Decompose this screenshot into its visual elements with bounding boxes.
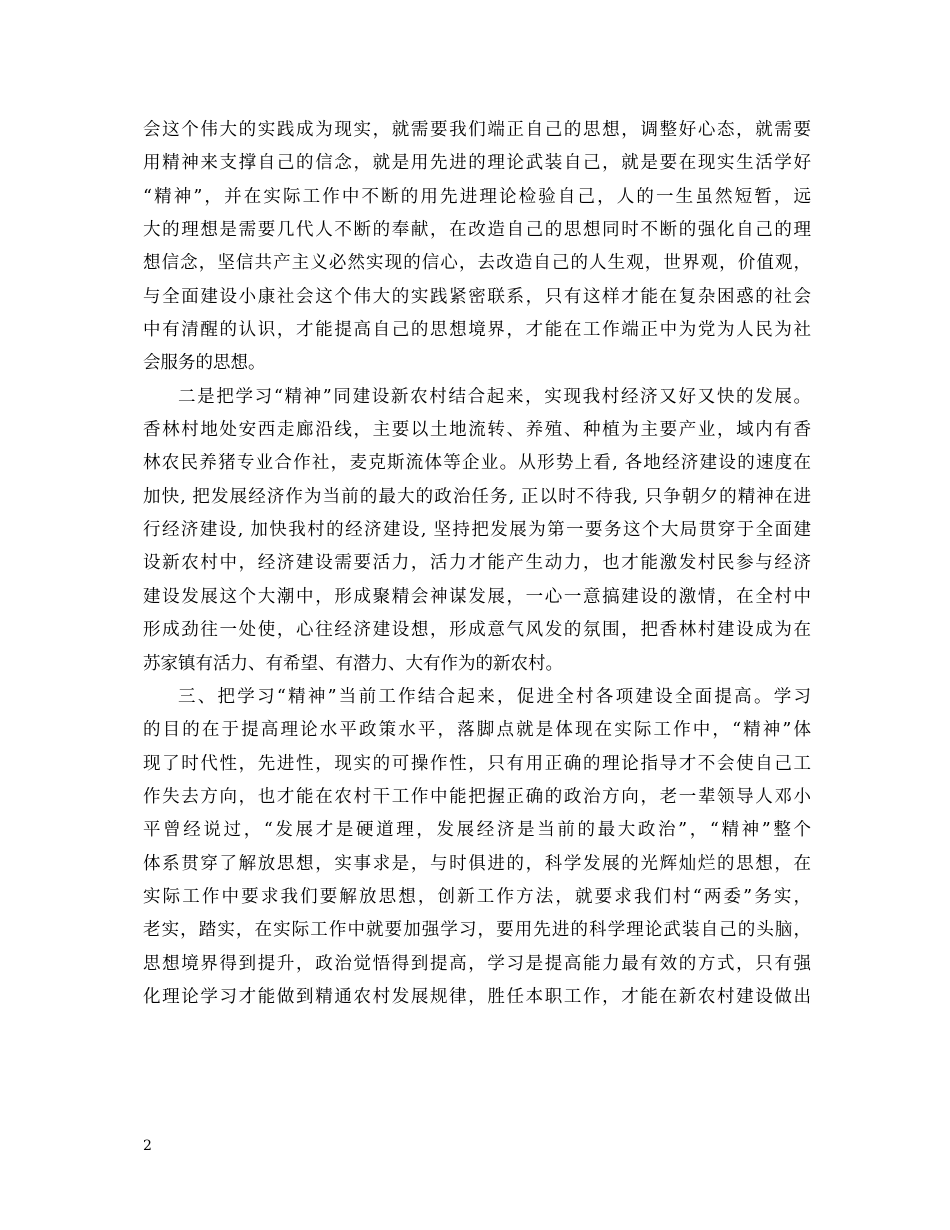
- text-line: 老实，踏实，在实际工作中就要加强学习，要用先进的科学理论武装自己的头脑，: [143, 920, 811, 941]
- text-line: 香林村地处安西走廊沿线，主要以土地流转、养殖、种植为主要产业，域内有香: [143, 420, 811, 441]
- text-line: 设新农村中，经济建设需要活力，活力才能产生动力，也才能激发村民参与经济: [143, 553, 811, 574]
- text-line: 大的理想是需要几代人不断的奉献，在改造自己的思想同时不断的强化自己的理: [143, 220, 811, 241]
- text-line: 用精神来支撑自己的信念，就是用先进的理论武装自己，就是要在现实生活学好: [143, 153, 811, 174]
- text-line: “精神”，并在实际工作中不断的用先进理论检验自己，人的一生虽然短暂，远: [143, 186, 811, 207]
- text-line: 二是把学习“精神”同建设新农村结合起来，实现我村经济又好又快的发展。: [178, 386, 811, 407]
- text-line: 行经济建设, 加快我村的经济建设, 坚持把发展为第一要务这个大局贯穿于全面建: [143, 520, 811, 541]
- page-number: 2: [143, 1138, 152, 1154]
- body-text: [143, 114, 811, 1014]
- text-line: 体系贯穿了解放思想，实事求是，与时俱进的，科学发展的光辉灿烂的思想，在: [143, 853, 811, 874]
- text-line: 与全面建设小康社会这个伟大的实践紧密联系，只有这样才能在复杂困惑的社会: [143, 286, 811, 307]
- text-line: 思想境界得到提升，政治觉悟得到提高，学习是提高能力最有效的方式，只有强: [143, 953, 811, 974]
- text-line: 加快, 把发展经济作为当前的最大的政治任务, 正以时不待我, 只争朝夕的精神在进: [143, 486, 811, 507]
- text-line: 现了时代性，先进性，现实的可操作性，只有用正确的理论指导才不会使自己工: [143, 753, 811, 774]
- text-line: 中有清醒的认识，才能提高自己的思想境界，才能在工作端正中为党为人民为社: [143, 320, 811, 341]
- text-line: 会这个伟大的实践成为现实，就需要我们端正自己的思想，调整好心态，就需要: [143, 120, 811, 140]
- text-line: 苏家镇有活力、有希望、有潜力、大有作为的新农村。: [143, 653, 563, 674]
- text-line: 的目的在于提高理论水平政策水平，落脚点就是体现在实际工作中，“精神”体: [143, 720, 811, 741]
- text-line: 实际工作中要求我们要解放思想，创新工作方法，就要求我们村“两委”务实，: [143, 886, 811, 907]
- text-line: 想信念，坚信共产主义必然实现的信心，去改造自己的人生观，世界观，价值观，: [143, 253, 811, 274]
- text-line: 化理论学习才能做到精通农村发展规律，胜任本职工作，才能在新农村建设做出: [143, 986, 811, 1007]
- text-line: 作失去方向，也才能在农村干工作中能把握正确的政治方向，老一辈领导人邓小: [143, 786, 811, 807]
- text-line: 建设发展这个大潮中，形成聚精会神谋发展，一心一意搞建设的激情，在全村中: [143, 586, 811, 607]
- text-line: 平曾经说过，“发展才是硬道理，发展经济是当前的最大政治”，“精神”整个: [143, 820, 811, 841]
- text-line: 形成劲往一处使，心往经济建设想，形成意气风发的氛围，把香林村建设成为在: [143, 620, 811, 641]
- text-line: 林农民养猪专业合作社，麦克斯流体等企业。从形势上看, 各地经济建设的速度在: [143, 453, 811, 474]
- text-line: 会服务的思想。: [143, 353, 266, 374]
- text-line: 三、把学习“精神”当前工作结合起来，促进全村各项建设全面提高。学习: [178, 686, 811, 707]
